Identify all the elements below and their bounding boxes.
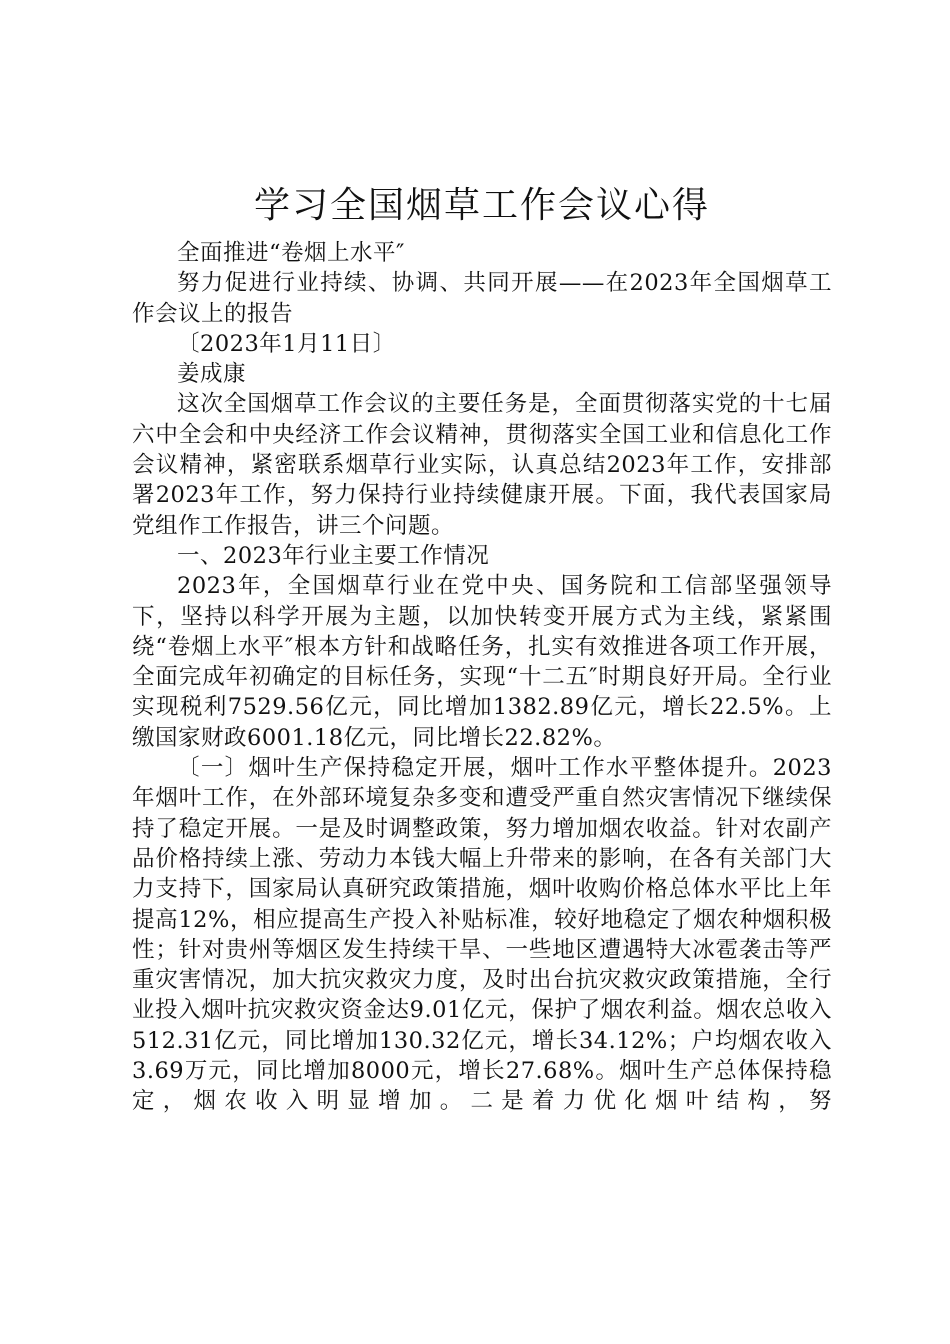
report-date: 〔2023年1月11日〕: [177, 330, 396, 357]
intro-paragraph: 这次全国烟草工作会议的主要任务是，全面贯彻落实党的十七届六中全会和中央经济工作会议精神，贯彻落实全国工业和信息化工作会议精神，紧密联系烟草行业实际，认真总结2023年工作，安排部署2023年工作，努力保持行业持续健康开展。下面，我代表国家局党组作工作报告，讲三个问题。: [132, 391, 832, 539]
subtitle-line-2: 努力促进行业持续、协调、共同开展——在2023年全国烟草工作会议上的报告: [132, 270, 832, 327]
author: 姜成康: [177, 361, 247, 388]
subtitle-line-1: 全面推进“卷烟上水平″: [177, 240, 405, 266]
section-heading: 一、2023年行业主要工作情况: [177, 542, 490, 569]
document-page: [132, 178, 832, 1117]
tobacco-leaf-paragraph: 〔一〕烟叶生产保持稳定开展，烟叶工作水平整体提升。2023年烟叶工作，在外部环境复杂多变和遭受严重自然灾害情况下继续保持了稳定开展。一是及时调整政策，努力增加烟农收益。针对农副产品价格持续上涨、劳动力本钱大幅上升带来的影响，在各有关部门大力支持下，国家局认真研究政策措施，烟叶收购价格总体水平比上年提高12%，相应提高生产投入补贴标准，较好地稳定了烟农种烟积极性；针对贵州等烟区发生持续干旱、一些地区遭遇特大冰雹袭击等严重灾害情况，加大抗灾救灾力度，及时出台抗灾救灾政策措施，全行业投入烟叶抗灾救灾资金达9.01亿元，保护了烟农利益。烟农总收入512.31亿元，同比增加130.32亿元，增长34.12%；户均烟农收入3.69万元，同比增加8000元，增长27.68%。烟叶生产总体保持稳定，烟农收入明显增加。二是着力优化烟叶结构，努: [132, 755, 832, 1115]
document-title: 学习全国烟草工作会议心得: [253, 185, 710, 226]
summary-paragraph: 2023年，全国烟草行业在党中央、国务院和工信部坚强领导下，坚持以科学开展为主题，以加快转变开展方式为主线，紧紧围绕“卷烟上水平″根本方针和战略任务，扎实有效推进各项工作开展，全面完成年初确定的目标任务，实现“十二五″时期良好开局。全行业实现税利7529.56亿元，同比增加1382.89亿元，增长22.5%。上缴国家财政6001.18亿元，同比增长22.82%。: [132, 573, 832, 751]
